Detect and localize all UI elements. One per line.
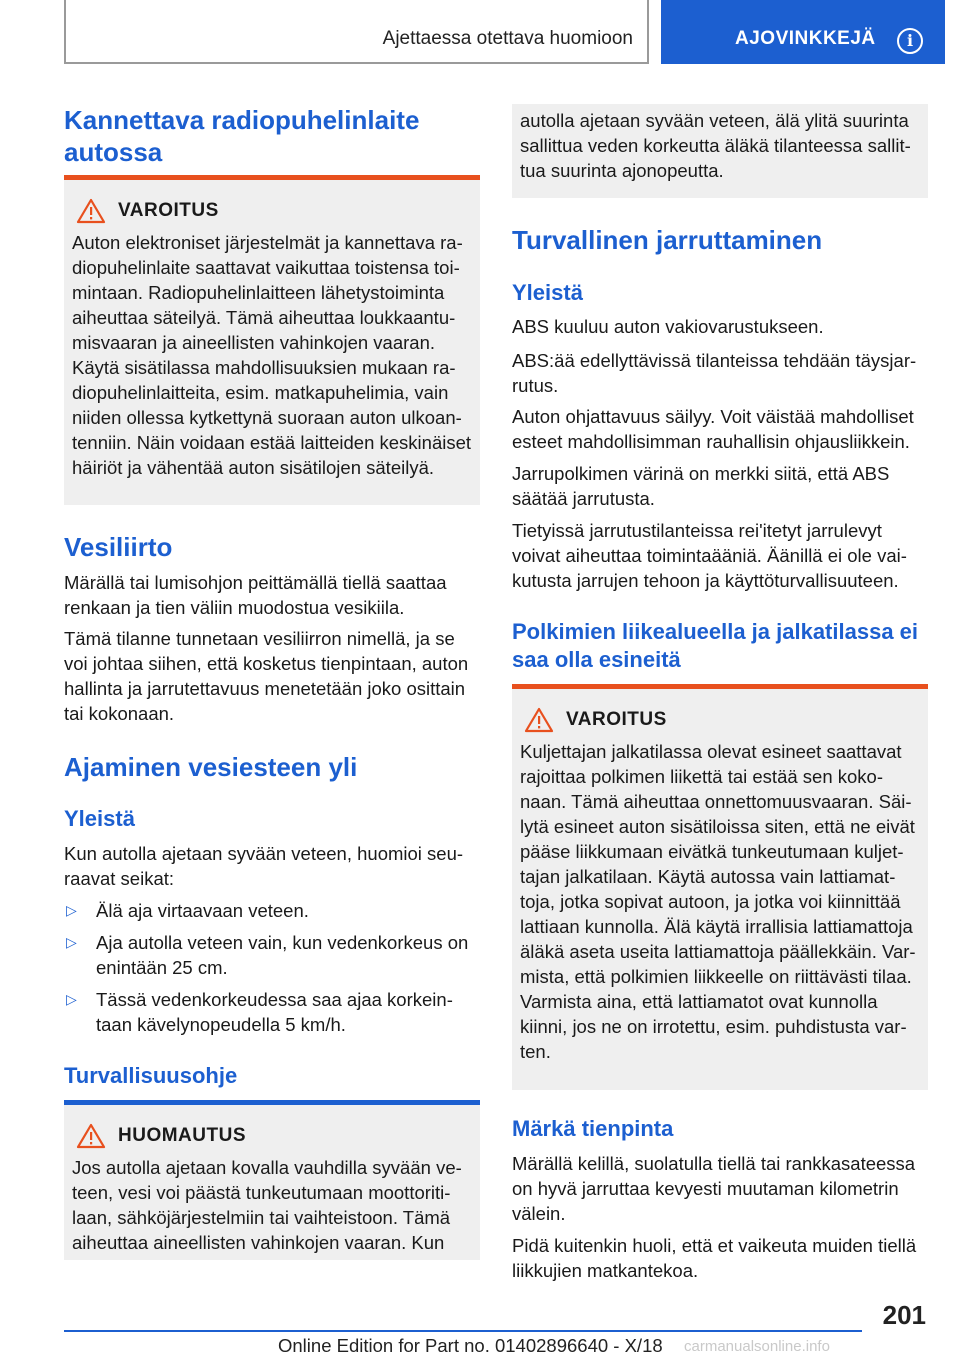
notice-triangle-icon bbox=[76, 1123, 106, 1149]
aquaplaning-paragraph-2: Tämä tilanne tunnetaan vesiliirron nimellä, ja se voi johtaa siihen, että kosketus tienpintaan, auton hallinta ja jarrutettavuus menetetään joko osittain tai kokonaan. bbox=[64, 628, 469, 724]
warning-triangle-icon bbox=[76, 198, 106, 224]
notice-header bbox=[72, 1123, 472, 1149]
safety-subtitle: Turvallisuusohje bbox=[64, 1063, 238, 1088]
water-intro-paragraph: Kun autolla ajetaan syvään veteen, huomioi seuraavat seikat: bbox=[64, 843, 464, 889]
wet-road-subtitle: Märkä tienpinta bbox=[512, 1116, 674, 1141]
water-notice-box bbox=[64, 1100, 480, 1260]
aquaplaning-paragraph-1: Märällä tai lumisohjon peittämällä tiellä saattaa renkaan ja tien väliin muodostua vesikiila. bbox=[64, 572, 447, 618]
list-item: ▷ Tässä vedenkorkeudessa saa ajaa korkeintaan kävelynopeudella 5 km/h. bbox=[66, 989, 453, 1035]
warning-triangle-icon bbox=[524, 707, 554, 733]
radio-warning-text: Auton elektroniset järjestelmät ja kannettava radiopuhelinlaite saattavat vaikuttaa toistensa toimintaan. Radiopuhelinlaitteen lähetystoiminta aiheuttaa säteilyä. Tämä aiheuttaa loukkaantumisvaaran ja aineellisten vahinkojen vaaran. Käytä sisätilassa mahdollisuuksien mukaan radiopuhelinlaitteita, esim. matkapuhelimia, vain niiden ollessa kytkettynä suoraan auton ulkoantenniin. Näin voidaan estää laitteiden keskinäiset häiriöt ja vähentää auton sisätilojen säteilyä. bbox=[72, 232, 472, 478]
list-item: ▷ Aja autolla veteen vain, kun vedenkorkeus on enintään 25 cm. bbox=[66, 932, 469, 978]
header-section-tab bbox=[64, 0, 649, 64]
brake-paragraph-3: Auton ohjattavuus säilyy. Voit väistää mahdolliset esteet mahdollisimman rauhallisin ohjausliikkein. bbox=[512, 406, 914, 452]
radio-warning-label: VAROITUS bbox=[118, 200, 219, 221]
brake-paragraph-4: Jarrupolkimen värinä on merkki siitä, että ABS säätää jarrutusta. bbox=[512, 463, 890, 509]
wet-road-paragraph-2: Pidä kuitenkin huoli, että et vaikeuta muiden tiellä liikkujien matkantekoa. bbox=[512, 1235, 917, 1281]
brake-paragraph-5: Tietyissä jarrutustilanteissa rei'itetyt jarrulevyt voivat aiheuttaa toimintaääniä. Äänillä ei ole vaikutusta jarrujen tehoon ja käyttöturvallisuuteen. bbox=[512, 520, 907, 591]
bullet-triangle-icon: ▷ bbox=[66, 991, 77, 1007]
pedal-warning-header bbox=[520, 707, 920, 733]
brake-paragraph-1: ABS kuuluu auton vakiovarustukseen. bbox=[512, 316, 824, 337]
pedal-warning-label: VAROITUS bbox=[566, 709, 667, 730]
notice-continuation-box bbox=[512, 104, 928, 198]
aquaplaning-title: Vesiliirto bbox=[64, 532, 173, 562]
wet-road-paragraph-1: Märällä kelillä, suolatulla tiellä tai rankkasateessa on hyvä jarruttaa kevyesti muutaman kilometrin välein. bbox=[512, 1153, 916, 1224]
brake-general-subtitle: Yleistä bbox=[512, 280, 583, 305]
notice-continuation-text: autolla ajetaan syvään veteen, älä ylitä suurinta sallittua veden korkeutta äläkä tilanteessa sallittua suurinta ajonopeutta. bbox=[520, 110, 911, 181]
brake-paragraph-2: ABS:ää edellyttävissä tilanteissa tehdään täysjarrutus. bbox=[512, 350, 917, 396]
header-chapter-tab[interactable] bbox=[661, 0, 945, 64]
header-chapter-title: AJOVINKKEJÄ bbox=[735, 28, 876, 49]
bullet-triangle-icon: ▷ bbox=[66, 902, 77, 918]
notice-text: Jos autolla ajetaan kovalla vauhdilla syvään veteen, vesi voi päästä tunkeutumaan moottoritilaan, sähköjärjestelmiin tai vaihteistoon. Tämä aiheuttaa aineellisten vahinkojen vaaran. Kun bbox=[72, 1157, 462, 1253]
pedal-subtitle: Polkimien liikealueella ja jalkatilassa ei saa olla esineitä bbox=[512, 619, 919, 672]
footer-divider bbox=[64, 1330, 862, 1332]
list-item: ▷ Älä aja virtaavaan veteen. bbox=[66, 900, 309, 921]
watermark-text: carmanualsonline.info bbox=[684, 1338, 830, 1355]
footer-edition-text: Online Edition for Part no. 01402896640 - X/18 bbox=[278, 1335, 663, 1356]
pedal-warning-box bbox=[512, 684, 928, 1090]
pedal-warning-text: Kuljettajan jalkatilassa olevat esineet saattavat rajoittaa polkimen liikettä tai estää sen kokonaan. Tämä aiheuttaa onnettomuusvaaran. Säilytä esineet auton sisätiloissa siten, että ne eivät pääse liikkumaan eivätkä tunkeutumaan kuljettajan jalkatilaan. Käytä autossa vain lattiamattoja, jotka sopivat autoon, ja jotka voi kiinnittää lattiaan kunnolla. Älä käytä irrallisia lattiamattoja äläkä aseta useita lattiamattoja päällekkäin. Varmista, että polkimien liikkeelle on riittävästi tilaa. Varmista aina, että lattiamatot ovat kunnolla kiinni, jos ne on irrotettu, esim. puhdistusta varten. bbox=[520, 741, 916, 1062]
brake-section-title: Turvallinen jarruttaminen bbox=[512, 225, 823, 255]
info-icon[interactable]: i bbox=[897, 28, 923, 54]
page-number: 201 bbox=[882, 1300, 926, 1330]
header-section-title: Ajettaessa otettava huomioon bbox=[382, 28, 633, 49]
radio-warning-header bbox=[72, 198, 472, 224]
bullet-triangle-icon: ▷ bbox=[66, 934, 77, 950]
water-bullet-list bbox=[64, 898, 480, 1044]
water-crossing-title: Ajaminen vesiesteen yli bbox=[64, 752, 358, 782]
water-general-subtitle: Yleistä bbox=[64, 806, 135, 831]
radio-warning-box bbox=[64, 175, 480, 505]
radio-section-title: Kannettava radiopuhelinlaite autossa bbox=[64, 105, 420, 167]
notice-label: HUOMAUTUS bbox=[118, 1125, 246, 1146]
